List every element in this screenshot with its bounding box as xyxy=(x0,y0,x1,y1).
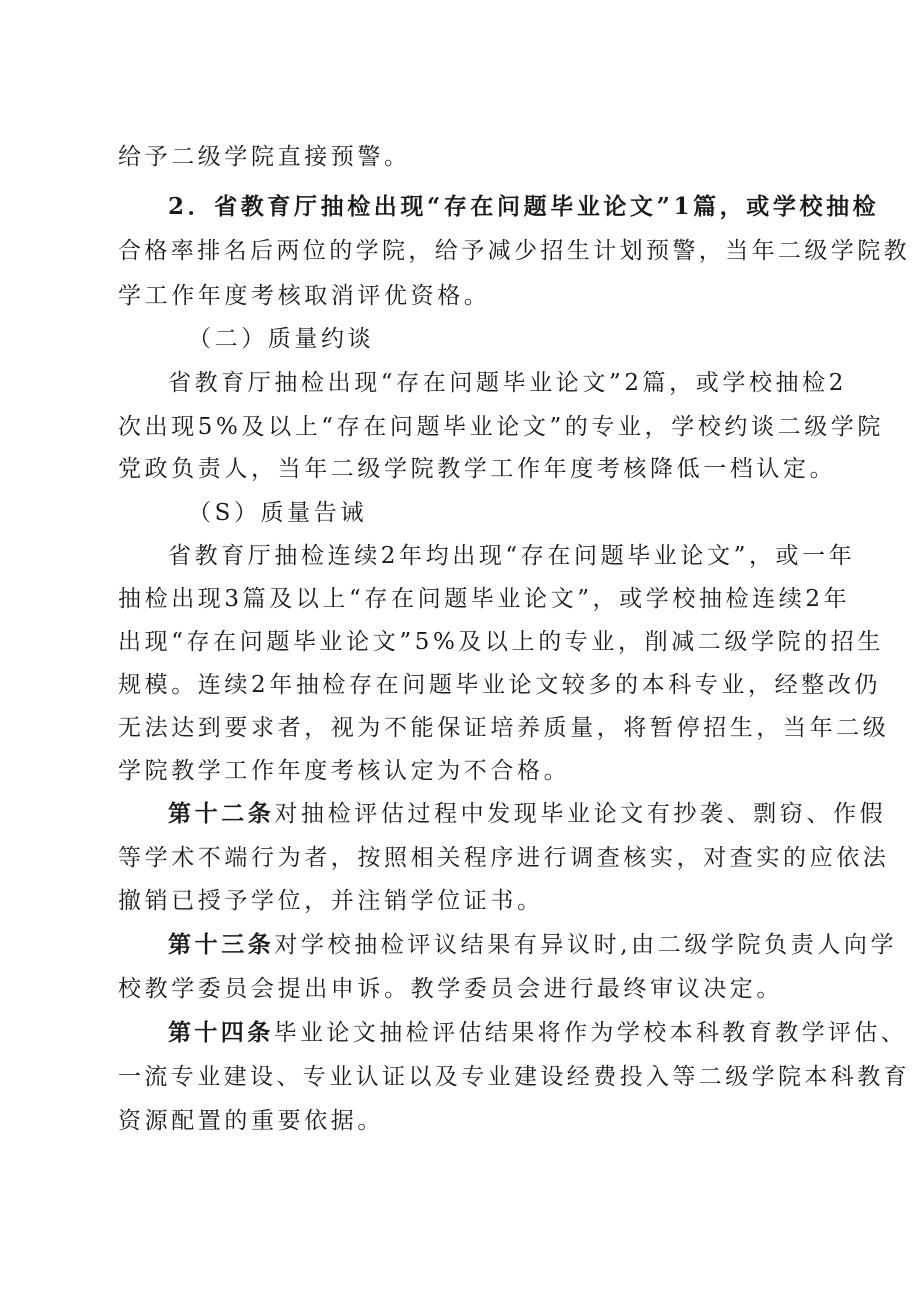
text-line: 抽检出现3篇及以上“存在问题毕业论文”，或学校抽检连续2年 xyxy=(118,586,851,612)
text-line: 学工作年度考核取消评优资格。 xyxy=(118,283,491,309)
article-14-text: 毕业论文抽检评估结果将作为学校本科教育教学评估、 xyxy=(273,1020,908,1046)
text-line: 撤销已授予学位，并注销学位证书。 xyxy=(118,888,544,914)
article-14-heading: 第十四条 xyxy=(168,1019,274,1046)
section-heading: （二）质量约谈 xyxy=(188,326,375,352)
text-line: 次出现5%及以上“存在问题毕业论文”的专业，学校约谈二级学院 xyxy=(118,414,885,440)
text-line: 无法达到要求者，视为不能保证培养质量，将暂停招生，当年二级 xyxy=(118,715,890,741)
text-line: 学院教学工作年度考核认定为不合格。 xyxy=(118,758,571,784)
article-12-text: 对抽检评估过程中发现毕业论文有抄袭、剽窃、作假 xyxy=(274,801,887,827)
text-line: 资源配置的重要依据。 xyxy=(118,1108,384,1134)
text-line: 2．省教育厅抽检出现“存在问题毕业论文”1篇，或学校抽检 xyxy=(168,193,880,220)
article-13-text: 对学校抽检评议结果有异议时,由二级学院负责人向学 xyxy=(274,932,898,958)
article-12-heading: 第十二条 xyxy=(168,800,275,827)
text-line: 给予二级学院直接预警。 xyxy=(118,144,411,170)
article-14-first-line xyxy=(168,1018,907,1048)
text-line: 等学术不端行为者，按照相关程序进行调查核实，对查实的应依法 xyxy=(118,845,890,871)
text-line: 党政负责人，当年二级学院教学工作年度考核降低一档认定。 xyxy=(118,456,837,482)
section-heading: （S）质量告诫 xyxy=(188,500,367,526)
text-line: 一流专业建设、专业认证以及专业建设经费投入等二级学院本科教育 xyxy=(118,1064,910,1090)
text-line: 省教育厅抽检出现“存在问题毕业论文”2篇，或学校抽检2 xyxy=(168,370,847,396)
text-line: 规模。连续2年抽检存在问题毕业论文较多的本科专业，经整改仍 xyxy=(118,672,882,698)
text-line: 合格率排名后两位的学院，给予减少招生计划预警，当年二级学院教 xyxy=(118,238,910,264)
text-line: 出现“存在问题毕业论文”5%及以上的专业，削减二级学院的招生 xyxy=(118,629,885,655)
text-line: 省教育厅抽检连续2年均出现“存在问题毕业论文”，或一年 xyxy=(168,543,856,569)
article-13-heading: 第十三条 xyxy=(168,931,275,958)
article-13-first-line xyxy=(168,930,897,960)
text-line: 校教学委员会提出申诉。教学委员会进行最终审议决定。 xyxy=(118,976,783,1002)
article-12-first-line xyxy=(168,799,886,829)
